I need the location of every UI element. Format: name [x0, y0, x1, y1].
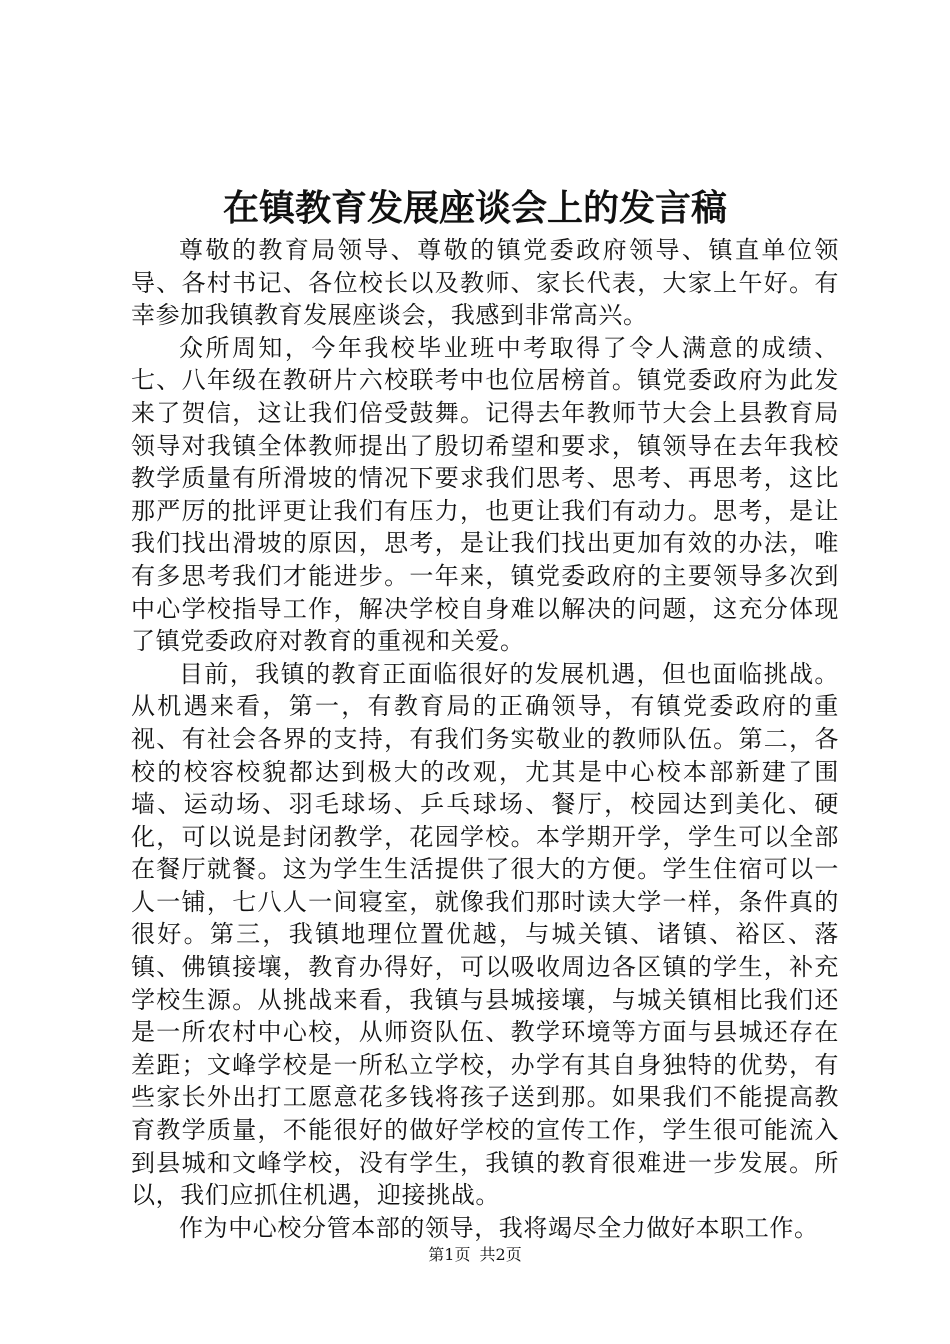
- paragraph-greeting: 尊敬的教育局领导、尊敬的镇党委政府领导、镇直单位领导、各村书记、各位校长以及教师、家长代表，大家上午好。有幸参加我镇教育发展座谈会，我感到非常高兴。: [131, 236, 839, 330]
- paragraph-commitment: 作为中心校分管本部的领导，我将竭尽全力做好本职工作。: [179, 1213, 819, 1242]
- page-footer: [0, 1244, 950, 1266]
- paragraph-achievements: 众所周知，今年我校毕业班中考取得了令人满意的成绩、七、八年级在教研片六校联考中也位居榜首。镇党委政府为此发来了贺信，这让我们倍受鼓舞。记得去年教师节大会上县教育局领导对我镇全体教师提出了殷切希望和要求，镇领导在去年我校教学质量有所滑坡的情况下要求我们思考、思考、再思考，这比那严厉的批评更让我们有压力，也更让我们有动力。思考，是让我们找出滑坡的原因，思考，是让我们找出更加有效的办法，唯有多思考我们才能进步。一年来，镇党委政府的主要领导多次到中心学校指导工作，解决学校自身难以解决的问题，这充分体现了镇党委政府对教育的重视和关爱。: [131, 333, 839, 656]
- page-number: 第1页: [428, 1245, 471, 1264]
- document-body: [131, 234, 839, 1244]
- paragraph-opportunities-challenges: 目前，我镇的教育正面临很好的发展机遇，但也面临挑战。从机遇来看，第一，有教育局的正确领导，有镇党委政府的重视、有社会各界的支持，有我们务实敬业的教师队伍。第二，各校的校容校貌都达到极大的改观，尤其是中心校本部新建了围墙、运动场、羽毛球场、乒乓球场、餐厅，校园达到美化、硬化，可以说是封闭教学，花园学校。本学期开学，学生可以全部在餐厅就餐。这为学生生活提供了很大的方便。学生住宿可以一人一铺，七八人一间寝室，就像我们那时读大学一样，条件真的很好。第三，我镇地理位置优越，与城关镇、诸镇、裕区、落镇、佛镇接壤，教育办得好，可以吸收周边各区镇的学生，补充学校生源。从挑战来看，我镇与县城接壤，与城关镇相比我们还是一所农村中心校，从师资队伍、教学环境等方面与县城还存在差距；文峰学校是一所私立学校，办学有其自身独特的优势，有些家长外出打工愿意花多钱将孩子送到那。如果我们不能提高教育教学质量，不能很好的做好学校的宣传工作，学生很可能流入到县城和文峰学校，没有学生，我镇的教育很难进一步发展。所以，我们应抓住机遇，迎接挑战。: [131, 659, 839, 1210]
- page-total: 共2页: [479, 1245, 522, 1264]
- document-title: 在镇教育发展座谈会上的发言稿: [222, 187, 727, 229]
